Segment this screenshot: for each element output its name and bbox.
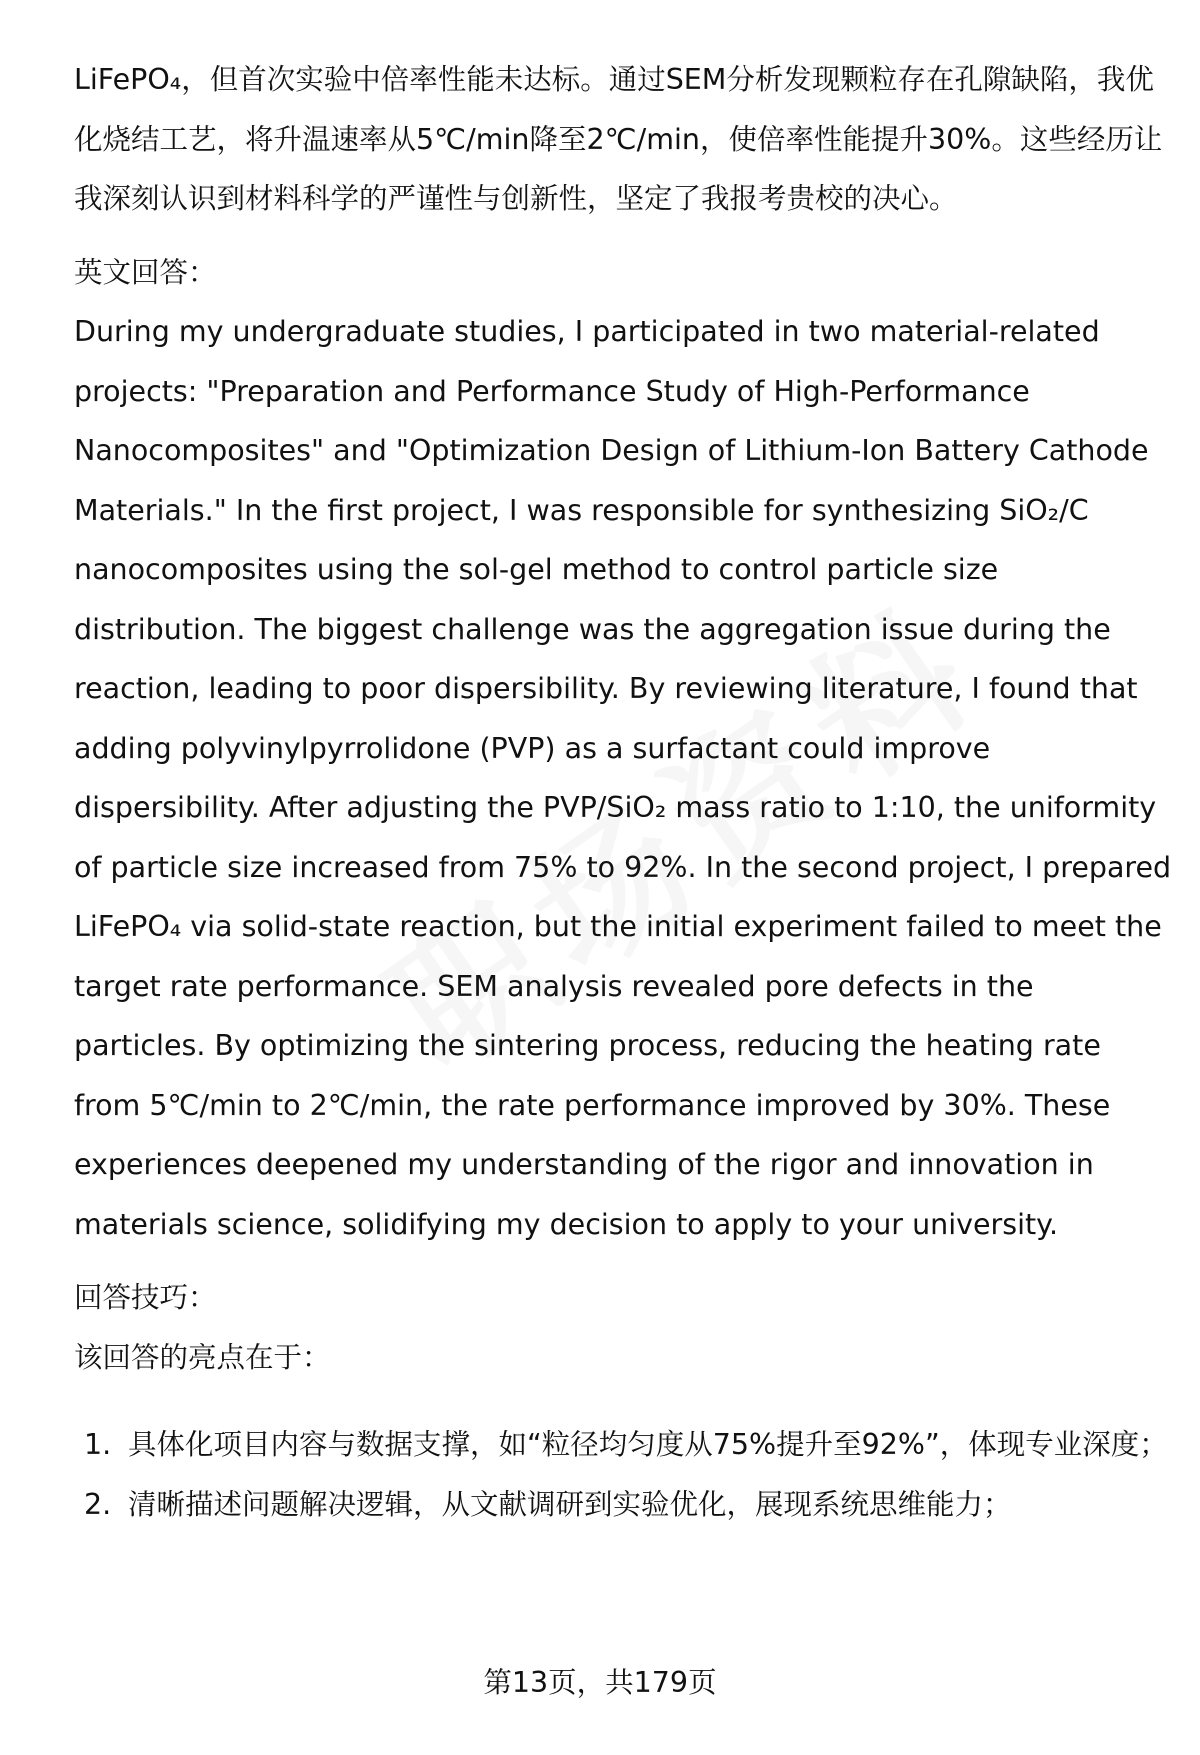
english-answer-heading: 英文回答： xyxy=(74,255,217,289)
spacer xyxy=(74,1254,1174,1268)
list-item-text: 具体化项目内容与数据支撑，如“粒径均匀度从75%提升至92%”，体现专业深度； xyxy=(128,1428,1168,1461)
list-item-number: 2. xyxy=(84,1487,112,1521)
list-item xyxy=(74,1475,1174,1535)
page-number: 第13页，共179页 xyxy=(483,1666,717,1699)
list-item-text: 清晰描述问题解决逻辑，从文献调研到实验优化，展现系统思维能力； xyxy=(128,1487,1012,1521)
tips-heading: 回答技巧： xyxy=(74,1281,217,1314)
english-answer-body: During my undergraduate studies, I participated in two material-related projects: "Preparation and Performance Study of High-Performance Nanocomposites" and "Optimization Design of Lithium-Ion Battery Cathode Materials." In the first project, I was responsible for synthesizing SiO₂/C nanocomposites using the sol-gel method to control particle size distribution. The biggest challenge was the aggregation issue during the reaction, leading to poor dispersibility. By reviewing literature, I found that adding polyvinylpyrrolidone (PVP) as a surfactant could improve dispersibility. After adjusting the PVP/SiO₂ mass ratio to 1:10, the uniformity of particle size increased from 75% to 92%. In the second project, I prepared LiFePO₄ via solid-state reaction, but the initial experiment failed to meet the target rate performance. SEM analysis revealed pore defects in the particles. By optimizing the sintering process, reducing the heating rate from 5℃/min to 2℃/min, the rate performance improved by 30%. These experiences deepened my understanding of the rigor and innovation in materials science, solidifying my decision to apply to your university. xyxy=(74,315,1172,1241)
tips-intro: 该回答的亮点在于： xyxy=(74,1340,331,1374)
document-content xyxy=(74,50,1174,1534)
list-item-number: 1. xyxy=(84,1428,112,1461)
intro-paragraph: LiFePO₄，但首次实验中倍率性能未达标。通过SEM分析发现颗粒存在孔隙缺陷，我优化烧结工艺，将升温速率从5℃/min降至2℃/min，使倍率性能提升30%。这些经历让我深刻认识到材料科学的严谨性与创新性，坚定了我报考贵校的决心。 xyxy=(74,63,1163,215)
tips-list xyxy=(74,1415,1174,1534)
spacer xyxy=(74,229,1174,243)
list-item xyxy=(74,1415,1174,1475)
